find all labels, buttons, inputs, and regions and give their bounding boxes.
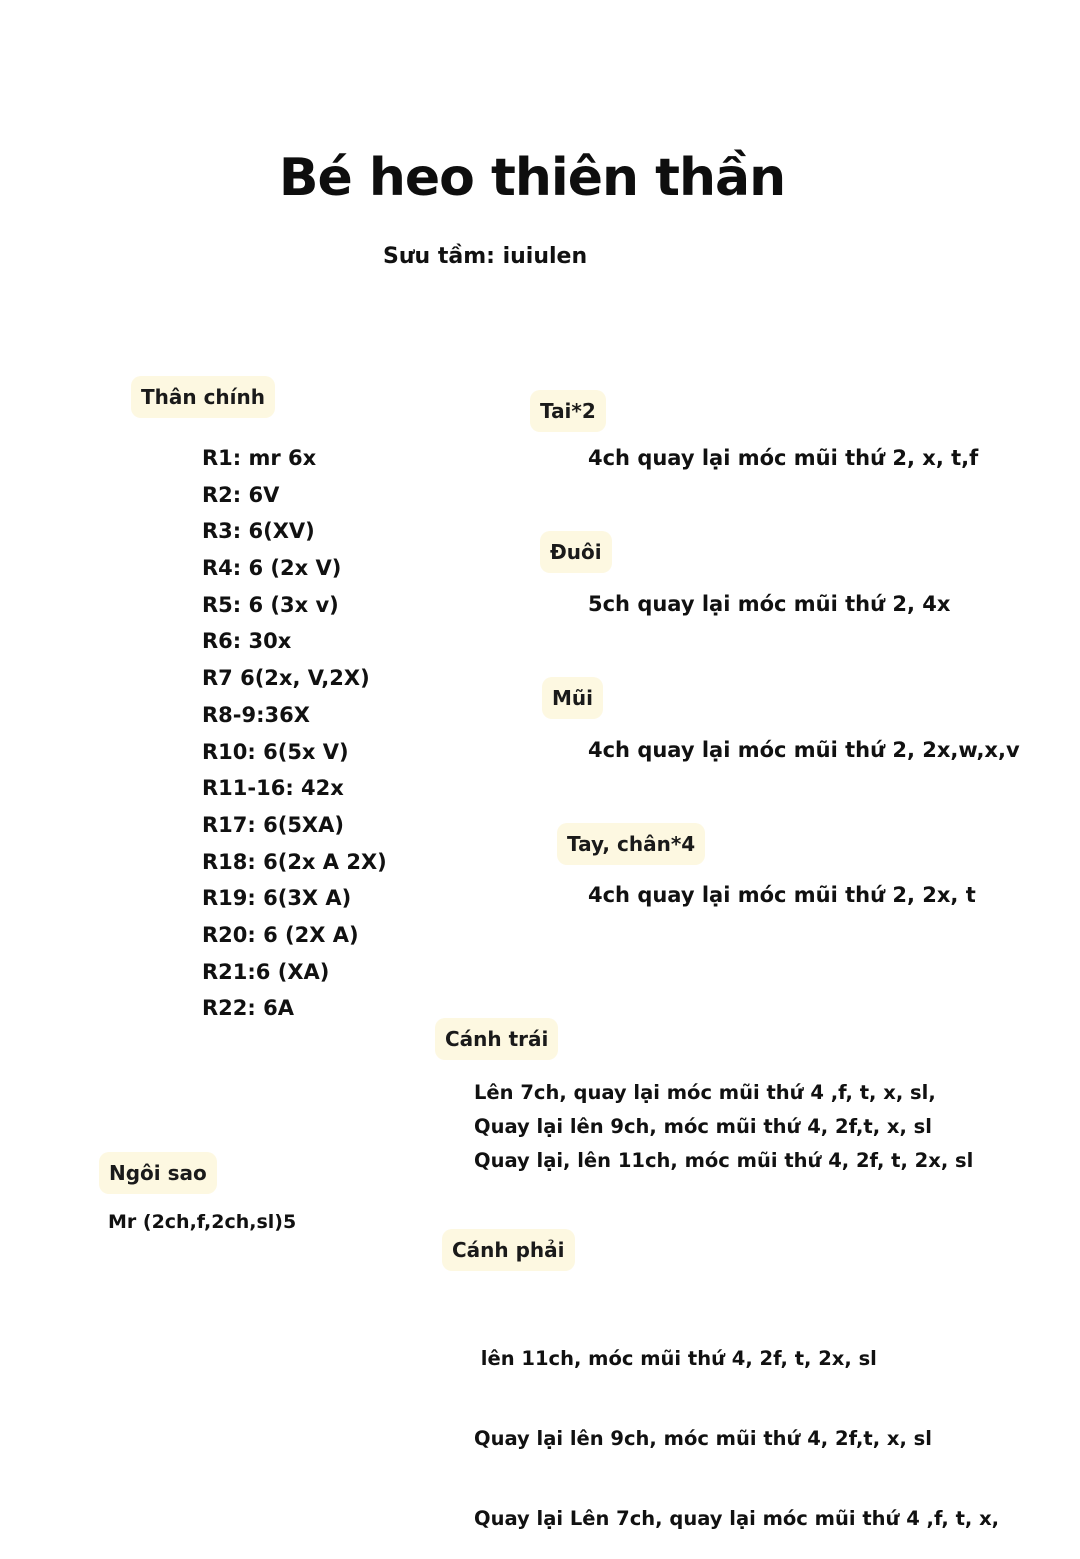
- credit-line: Sưu tầm: iuiulen: [383, 244, 588, 269]
- body-row: R1: mr 6x: [202, 446, 317, 470]
- section-label-star: Ngôi sao: [99, 1152, 217, 1194]
- body-row: R6: 30x: [202, 629, 292, 654]
- body-row: R8-9:36X: [202, 702, 310, 727]
- left-wing-rows: [474, 1076, 973, 1178]
- left-wing-row: Quay lại lên 9ch, móc mũi thứ 4, 2f,t, x, sl: [474, 1115, 932, 1138]
- section-label-tail: Đuôi: [540, 531, 612, 573]
- body-row: R18: 6(2x A 2X): [202, 849, 387, 874]
- nose-instructions: 4ch quay lại móc mũi thứ 2, 2x,w,x,v: [588, 738, 1020, 762]
- body-row: R5: 6 (3x v): [202, 592, 339, 617]
- ear-instructions: 4ch quay lại móc mũi thứ 2, x, t,f: [588, 446, 979, 470]
- body-rows-list: [202, 440, 387, 1027]
- page-title: Bé heo thiên thần: [278, 148, 786, 208]
- left-wing-row: Lên 7ch, quay lại móc mũi thứ 4 ,f, t, x, sl,: [474, 1081, 936, 1104]
- body-row: R20: 6 (2X A): [202, 922, 359, 947]
- right-wing-row: lên 11ch, móc mũi thứ 4, 2f, t, 2x, sl: [474, 1347, 877, 1370]
- body-row: R4: 6 (2x V): [202, 556, 342, 581]
- body-row: R2: 6V: [202, 482, 280, 507]
- left-wing-row: Quay lại, lên 11ch, móc mũi thứ 4, 2f, t, 2x, sl: [474, 1149, 974, 1172]
- right-wing-rows: [474, 1296, 999, 1559]
- section-label-ear: Tai*2: [530, 390, 606, 432]
- body-row: R19: 6(3X A): [202, 886, 352, 911]
- body-row: R3: 6(XV): [202, 519, 315, 544]
- section-label-left-wing: Cánh trái: [435, 1018, 558, 1060]
- section-label-body: Thân chính: [131, 376, 275, 418]
- limbs-instructions: 4ch quay lại móc mũi thứ 2, 2x, t: [588, 883, 976, 907]
- right-wing-row: Quay lại Lên 7ch, quay lại móc mũi thứ 4 ,f, t, x,: [474, 1507, 1000, 1530]
- right-wing-row: Quay lại lên 9ch, móc mũi thứ 4, 2f,t, x, sl: [474, 1427, 932, 1450]
- body-row: R17: 6(5XA): [202, 812, 344, 837]
- body-row: R21:6 (XA): [202, 959, 330, 984]
- section-label-right-wing: Cánh phải: [442, 1229, 575, 1271]
- section-label-limbs: Tay, chân*4: [557, 823, 705, 865]
- body-row: R22: 6A: [202, 996, 294, 1021]
- section-label-nose: Mũi: [542, 677, 603, 719]
- body-row: R10: 6(5x V): [202, 739, 349, 764]
- body-row: R11-16: 42x: [202, 776, 344, 801]
- body-row: R7 6(2x, V,2X): [202, 666, 370, 691]
- tail-instructions: 5ch quay lại móc mũi thứ 2, 4x: [588, 592, 951, 616]
- star-instructions: Mr (2ch,f,2ch,sl)5: [108, 1211, 297, 1233]
